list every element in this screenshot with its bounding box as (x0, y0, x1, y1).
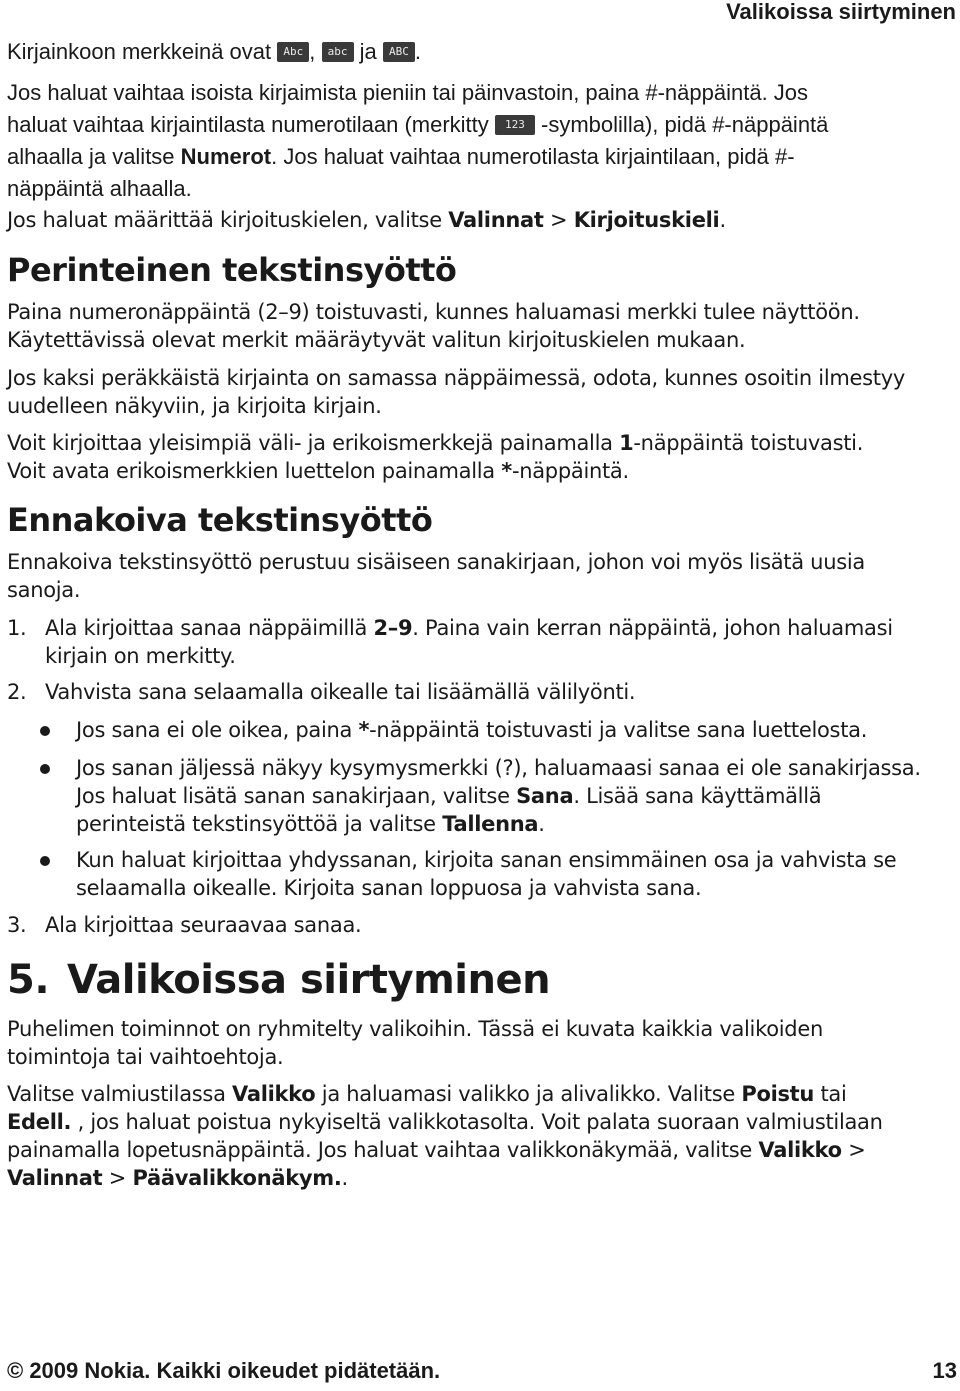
predictive-paragraph-1: Ennakoiva tekstinsyöttö perustuu sisäiseen sanakirjaan, johon voi myös lisätä uusia sanoja. (7, 550, 865, 602)
bullet-icon (40, 856, 50, 866)
predictive-heading: Ennakoiva tekstinsyöttö (7, 501, 433, 539)
page-footer (7, 1357, 957, 1385)
char-modes-line: Kirjainkoon merkkeinä ovat Abc , abc ja ABC . (7, 39, 422, 64)
chapter-title: Valikoissa siirtyminen (67, 957, 551, 1003)
traditional-paragraph-3: Voit kirjoittaa yleisimpiä väli- ja erikoismerkkejä painamalla 1-näppäintä toistuvasti. Voit avata erikoismerkkien luettelon painamalla *-näppäintä. (7, 431, 864, 483)
chapter-heading (7, 956, 550, 1004)
numeric-mode-icon: 123 (495, 115, 535, 135)
copyright: © 2009 Nokia. Kaikki oikeudet pidätetään. (7, 1358, 441, 1383)
abc-lower-case-icon: abc (322, 42, 354, 62)
running-header: Valikoissa siirtyminen (726, 0, 956, 24)
abc-mixed-case-icon: Abc (277, 42, 309, 62)
switch-case-paragraph: Jos haluat vaihtaa isoista kirjaimista pieniin tai päinvastoin, paina #-näppäintä. Jos haluat vaihtaa kirjaintilasta numerotilaan (merkitty 123 -symbolilla), pidä #-näppäintä alhaalla ja valitse Numerot. Jos haluat vaihtaa numerotilasta kirjaintilaan, pidä #- näppäintä alhaalla. (7, 80, 829, 201)
traditional-paragraph-1: Paina numeronäppäintä (2–9) toistuvasti, kunnes haluamasi merkki tulee näyttöön. Käytettävissä olevat merkit määräytyvät valitun kirjoituskielen mukaan. (7, 300, 860, 352)
abc-upper-case-icon: ABC (383, 42, 415, 62)
chapter-number: 5. (7, 957, 50, 1003)
bullet-icon (40, 764, 50, 774)
chapter-paragraph-2: Valitse valmiustilassa Valikko ja haluamasi valikko ja alivalikko. Valitse Poistu tai Edell. , jos haluat poistua nykyiseltä valikkotasolta. Voit palata suoraan valmiustilaan painamalla lopetusnäppäintä. Jos haluat vaihtaa valikkonäkymää, valitse Valikko > Valinnat > Päävalikkonäkym.. (7, 1082, 883, 1190)
traditional-heading: Perinteinen tekstinsyöttö (7, 251, 457, 289)
page-number: 13 (932, 1358, 957, 1383)
bullet-icon (40, 726, 50, 736)
traditional-paragraph-2: Jos kaksi peräkkäistä kirjainta on samassa näppäimessä, odota, kunnes osoitin ilmestyy uudelleen näkyviin, ja kirjoita kirjain. (7, 366, 905, 418)
chapter-paragraph-1: Puhelimen toiminnot on ryhmitelty valikoihin. Tässä ei kuvata kaikkia valikoiden toimintoja tai vaihtoehtoja. (7, 1017, 823, 1069)
writing-language-paragraph: Jos haluat määrittää kirjoituskielen, valitse Valinnat > Kirjoituskieli. (7, 208, 726, 232)
